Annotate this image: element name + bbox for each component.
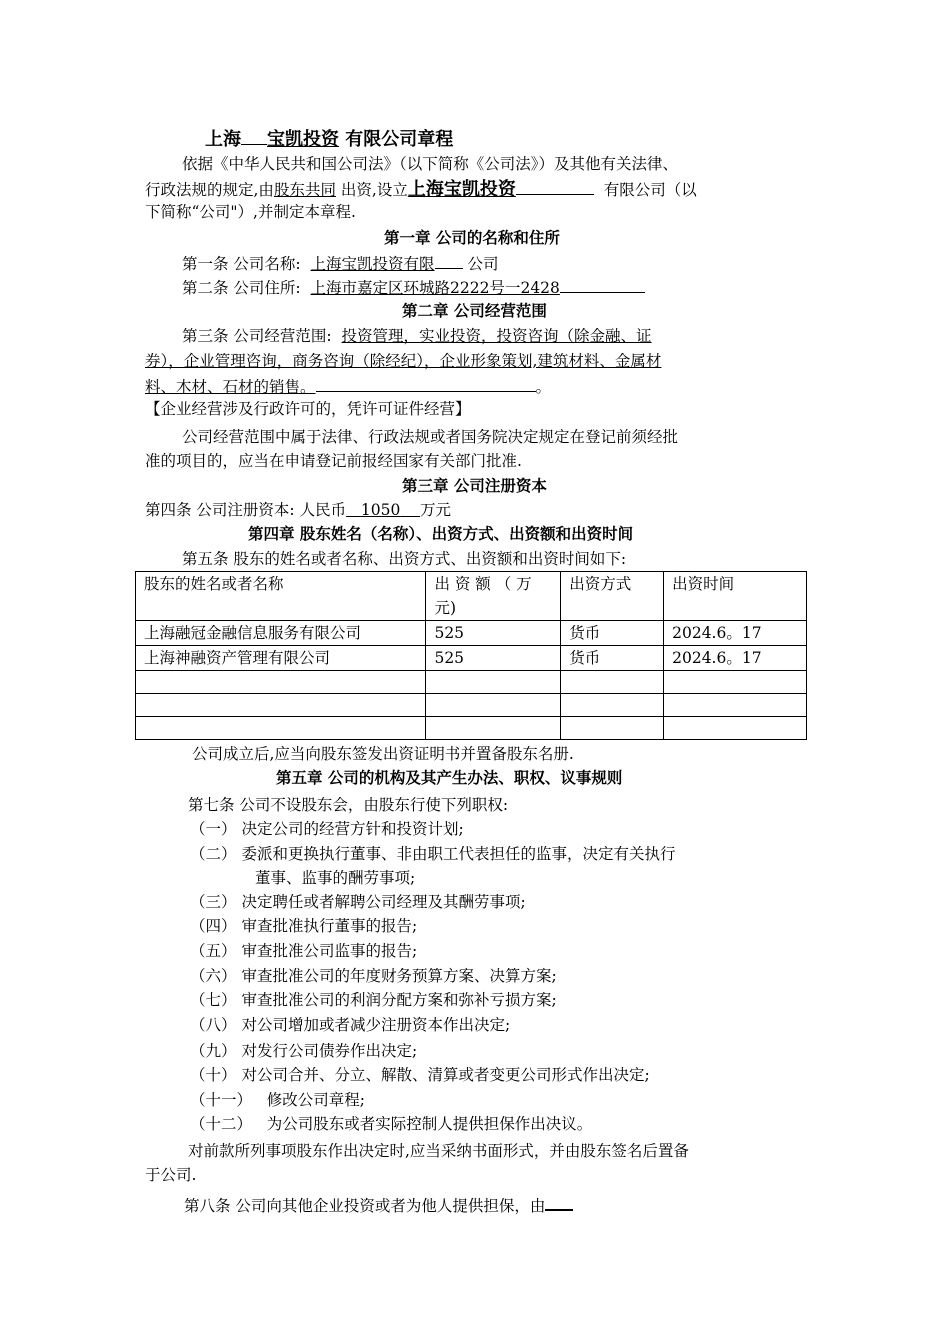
permit-note: 【企业经营涉及行政许可的，凭许可证件经营】 [145,400,471,418]
title-prefix: 上海 [205,129,241,150]
decision-line-2: 于公司. [145,1166,197,1184]
contribution-date: 2024.6。17 [664,621,807,646]
contribution-method: 货币 [561,646,664,671]
article-7: 第七条 公司不设股东会，由股东行使下列职权: [188,796,509,814]
power-item: （九） 对发行公司债券作出决定; [190,1042,418,1060]
after-table-note: 公司成立后,应当向股东签发出资证明书并置备股东名册. [192,745,574,763]
registered-capital-field: 1050 [360,501,401,519]
power-item: （八） 对公司增加或者减少注册资本作出决定; [190,1016,511,1034]
company-name-value: 上海宝凯投资有限 [310,255,435,273]
article-8: 第八条 公司向其他企业投资或者为他人提供担保，由 [184,1191,573,1218]
empty-table-row [136,717,807,740]
article-4: 第四条 公司注册资本: 人民币 1050 万元 [145,501,452,519]
article-1: 第一条 公司名称: 上海宝凯投资有限 公司 [182,250,498,276]
title-suffix: 有限公司章程 [345,129,454,150]
empty-table-row [136,694,807,717]
document-title [205,126,453,152]
approval-line-1: 公司经营范围中属于法律、行政法规或者国务院决定规定在登记前须经批 [182,428,679,446]
preamble-line-2: 行政法规的规定,由股东共同 出资,设立上海宝凯投资 有限公司（以 [145,176,697,202]
company-name-field: 上海宝凯投资 [407,179,516,200]
chapter-4-heading: 第四章 股东姓名（名称）、出资方式、出资额和出资时间 [248,525,634,543]
contribution-amount: 525 [426,646,561,671]
table-row [136,621,807,646]
power-item: （五） 审查批准公司监事的报告; [190,942,418,960]
power-item: （十二） 为公司股东或者实际控制人提供担保作出决议。 [190,1115,593,1133]
business-scope-line-3: 料、木材、石材的销售。 。 [145,373,551,399]
power-item: （二） 委派和更换执行董事、非由职工代表担任的监事，决定有关执行 [190,845,676,863]
power-item: （七） 审查批准公司的利润分配方案和弥补亏损方案; [190,991,557,1009]
header-contribution-method: 出资方式 [561,572,664,621]
article-3: 第三条 公司经营范围: 投资管理，实业投资，投资咨询（除金融、证 [182,327,652,345]
article-5: 第五条 股东的姓名或者名称、出资方式、出资额和出资时间如下: [182,550,627,568]
chapter-2-heading: 第二章 公司经营范围 [402,302,547,320]
power-item: （一） 决定公司的经营方针和投资计划; [190,820,464,838]
investor-field: 股东共同 [273,181,336,199]
power-item: （六） 审查批准公司的年度财务预算方案、决算方案; [190,967,557,985]
header-contribution-date: 出资时间 [664,572,807,621]
header-contribution-amount: 出 资 额 （ 万 元) [426,572,561,621]
business-scope-line-1: 投资管理，实业投资，投资咨询（除金融、证 [341,327,652,345]
power-item: （十一） 修改公司章程; [190,1091,366,1109]
table-header-row [136,572,807,621]
contribution-method: 货币 [561,621,664,646]
shareholder-name: 上海神融资产管理有限公司 [136,646,426,671]
power-item: （三） 决定聘任或者解聘公司经理及其酬劳事项; [190,893,526,911]
table-row [136,646,807,671]
chapter-5-heading: 第五章 公司的机构及其产生办法、职权、议事规则 [276,769,623,787]
company-address-value: 上海市嘉定区环城路2222号一2428 [310,279,560,297]
approval-line-2: 准的项目的，应当在申请登记前报经国家有关部门批准. [145,452,522,470]
article-2: 第二条 公司住所: 上海市嘉定区环城路2222号一2428 [182,274,645,300]
shareholder-table [135,571,807,740]
header-shareholder-name: 股东的姓名或者名称 [136,572,426,621]
title-blank [241,126,267,145]
power-item-continuation: 董事、监事的酬劳事项; [255,869,416,887]
contribution-date: 2024.6。17 [664,646,807,671]
preamble-line-3: 下简称“公司"）,并制定本章程. [145,203,356,221]
power-item: （四） 审查批准执行董事的报告; [190,917,418,935]
chapter-3-heading: 第三章 公司注册资本 [402,477,547,495]
preamble-line-1: 依据《中华人民共和国公司法》（以下简称《公司法》）及其他有关法律、 [182,155,679,173]
chapter-1-heading: 第一章 公司的名称和住所 [384,229,560,247]
power-item: （十） 对公司合并、分立、解散、清算或者变更公司形式作出决定; [190,1066,650,1084]
title-company-name: 宝凯投资 [267,129,339,150]
shareholder-name: 上海融冠金融信息服务有限公司 [136,621,426,646]
business-scope-line-2: 券），企业管理咨询，商务咨询（除经纪），企业形象策划,建筑材料、金属材 [145,352,662,370]
empty-table-row [136,671,807,694]
contribution-amount: 525 [426,621,561,646]
decision-line-1: 对前款所列事项股东作出决定时,应当采纳书面形式，并由股东签名后置备 [188,1142,689,1160]
